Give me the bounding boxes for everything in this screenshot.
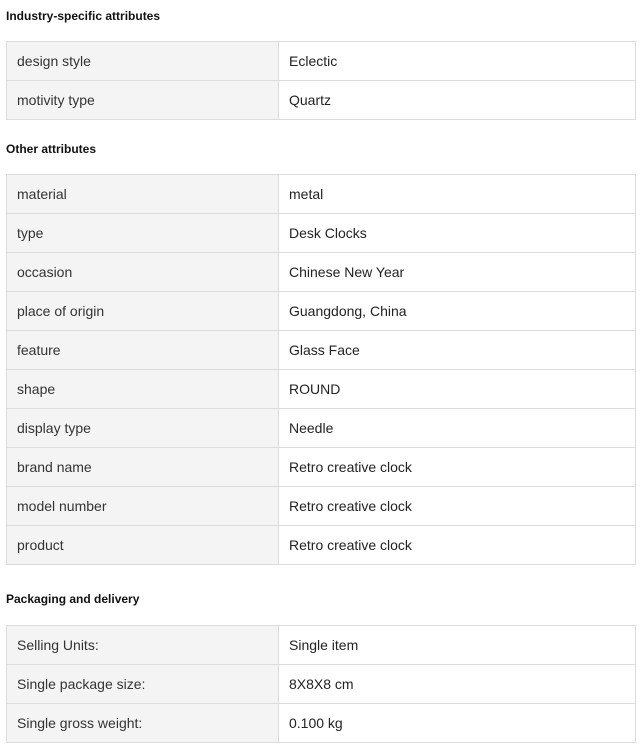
attribute-value: 8X8X8 cm	[279, 665, 636, 704]
attribute-key: type	[7, 214, 279, 253]
attribute-value: metal	[279, 175, 636, 214]
attribute-value: Retro creative clock	[279, 526, 636, 565]
attribute-value: Retro creative clock	[279, 448, 636, 487]
attribute-value: Eclectic	[279, 42, 636, 81]
attribute-key: material	[7, 175, 279, 214]
attribute-key: place of origin	[7, 292, 279, 331]
attribute-value: Single item	[279, 626, 636, 665]
attribute-key: Single gross weight:	[7, 704, 279, 743]
attributes-table-other	[6, 174, 636, 565]
attribute-key: display type	[7, 409, 279, 448]
attributes-table-packaging	[6, 625, 636, 743]
attribute-value: 0.100 kg	[279, 704, 636, 743]
section-title-packaging: Packaging and delivery	[6, 592, 140, 606]
attributes-table-industry	[6, 41, 636, 120]
section-title-other: Other attributes	[6, 142, 97, 156]
table-row	[7, 626, 636, 665]
table-row	[7, 331, 636, 370]
table-row	[7, 292, 636, 331]
table-row	[7, 253, 636, 292]
table-row	[7, 704, 636, 743]
attribute-key: feature	[7, 331, 279, 370]
section-title-industry: Industry-specific attributes	[6, 9, 161, 23]
attribute-value: ROUND	[279, 370, 636, 409]
table-row	[7, 526, 636, 565]
attribute-value: Retro creative clock	[279, 487, 636, 526]
table-row	[7, 409, 636, 448]
table-row	[7, 42, 636, 81]
attribute-value: Glass Face	[279, 331, 636, 370]
attribute-key: model number	[7, 487, 279, 526]
attribute-value: Desk Clocks	[279, 214, 636, 253]
attribute-value: Quartz	[279, 81, 636, 120]
table-row	[7, 175, 636, 214]
attribute-key: motivity type	[7, 81, 279, 120]
attribute-key: Single package size:	[7, 665, 279, 704]
attribute-key: design style	[7, 42, 279, 81]
attribute-key: Selling Units:	[7, 626, 279, 665]
attribute-key: occasion	[7, 253, 279, 292]
attribute-value: Needle	[279, 409, 636, 448]
attribute-key: shape	[7, 370, 279, 409]
attribute-key: brand name	[7, 448, 279, 487]
table-row	[7, 665, 636, 704]
attribute-value: Chinese New Year	[279, 253, 636, 292]
attribute-value: Guangdong, China	[279, 292, 636, 331]
table-row	[7, 214, 636, 253]
table-row	[7, 81, 636, 120]
attribute-key: product	[7, 526, 279, 565]
table-row	[7, 487, 636, 526]
table-row	[7, 370, 636, 409]
table-row	[7, 448, 636, 487]
